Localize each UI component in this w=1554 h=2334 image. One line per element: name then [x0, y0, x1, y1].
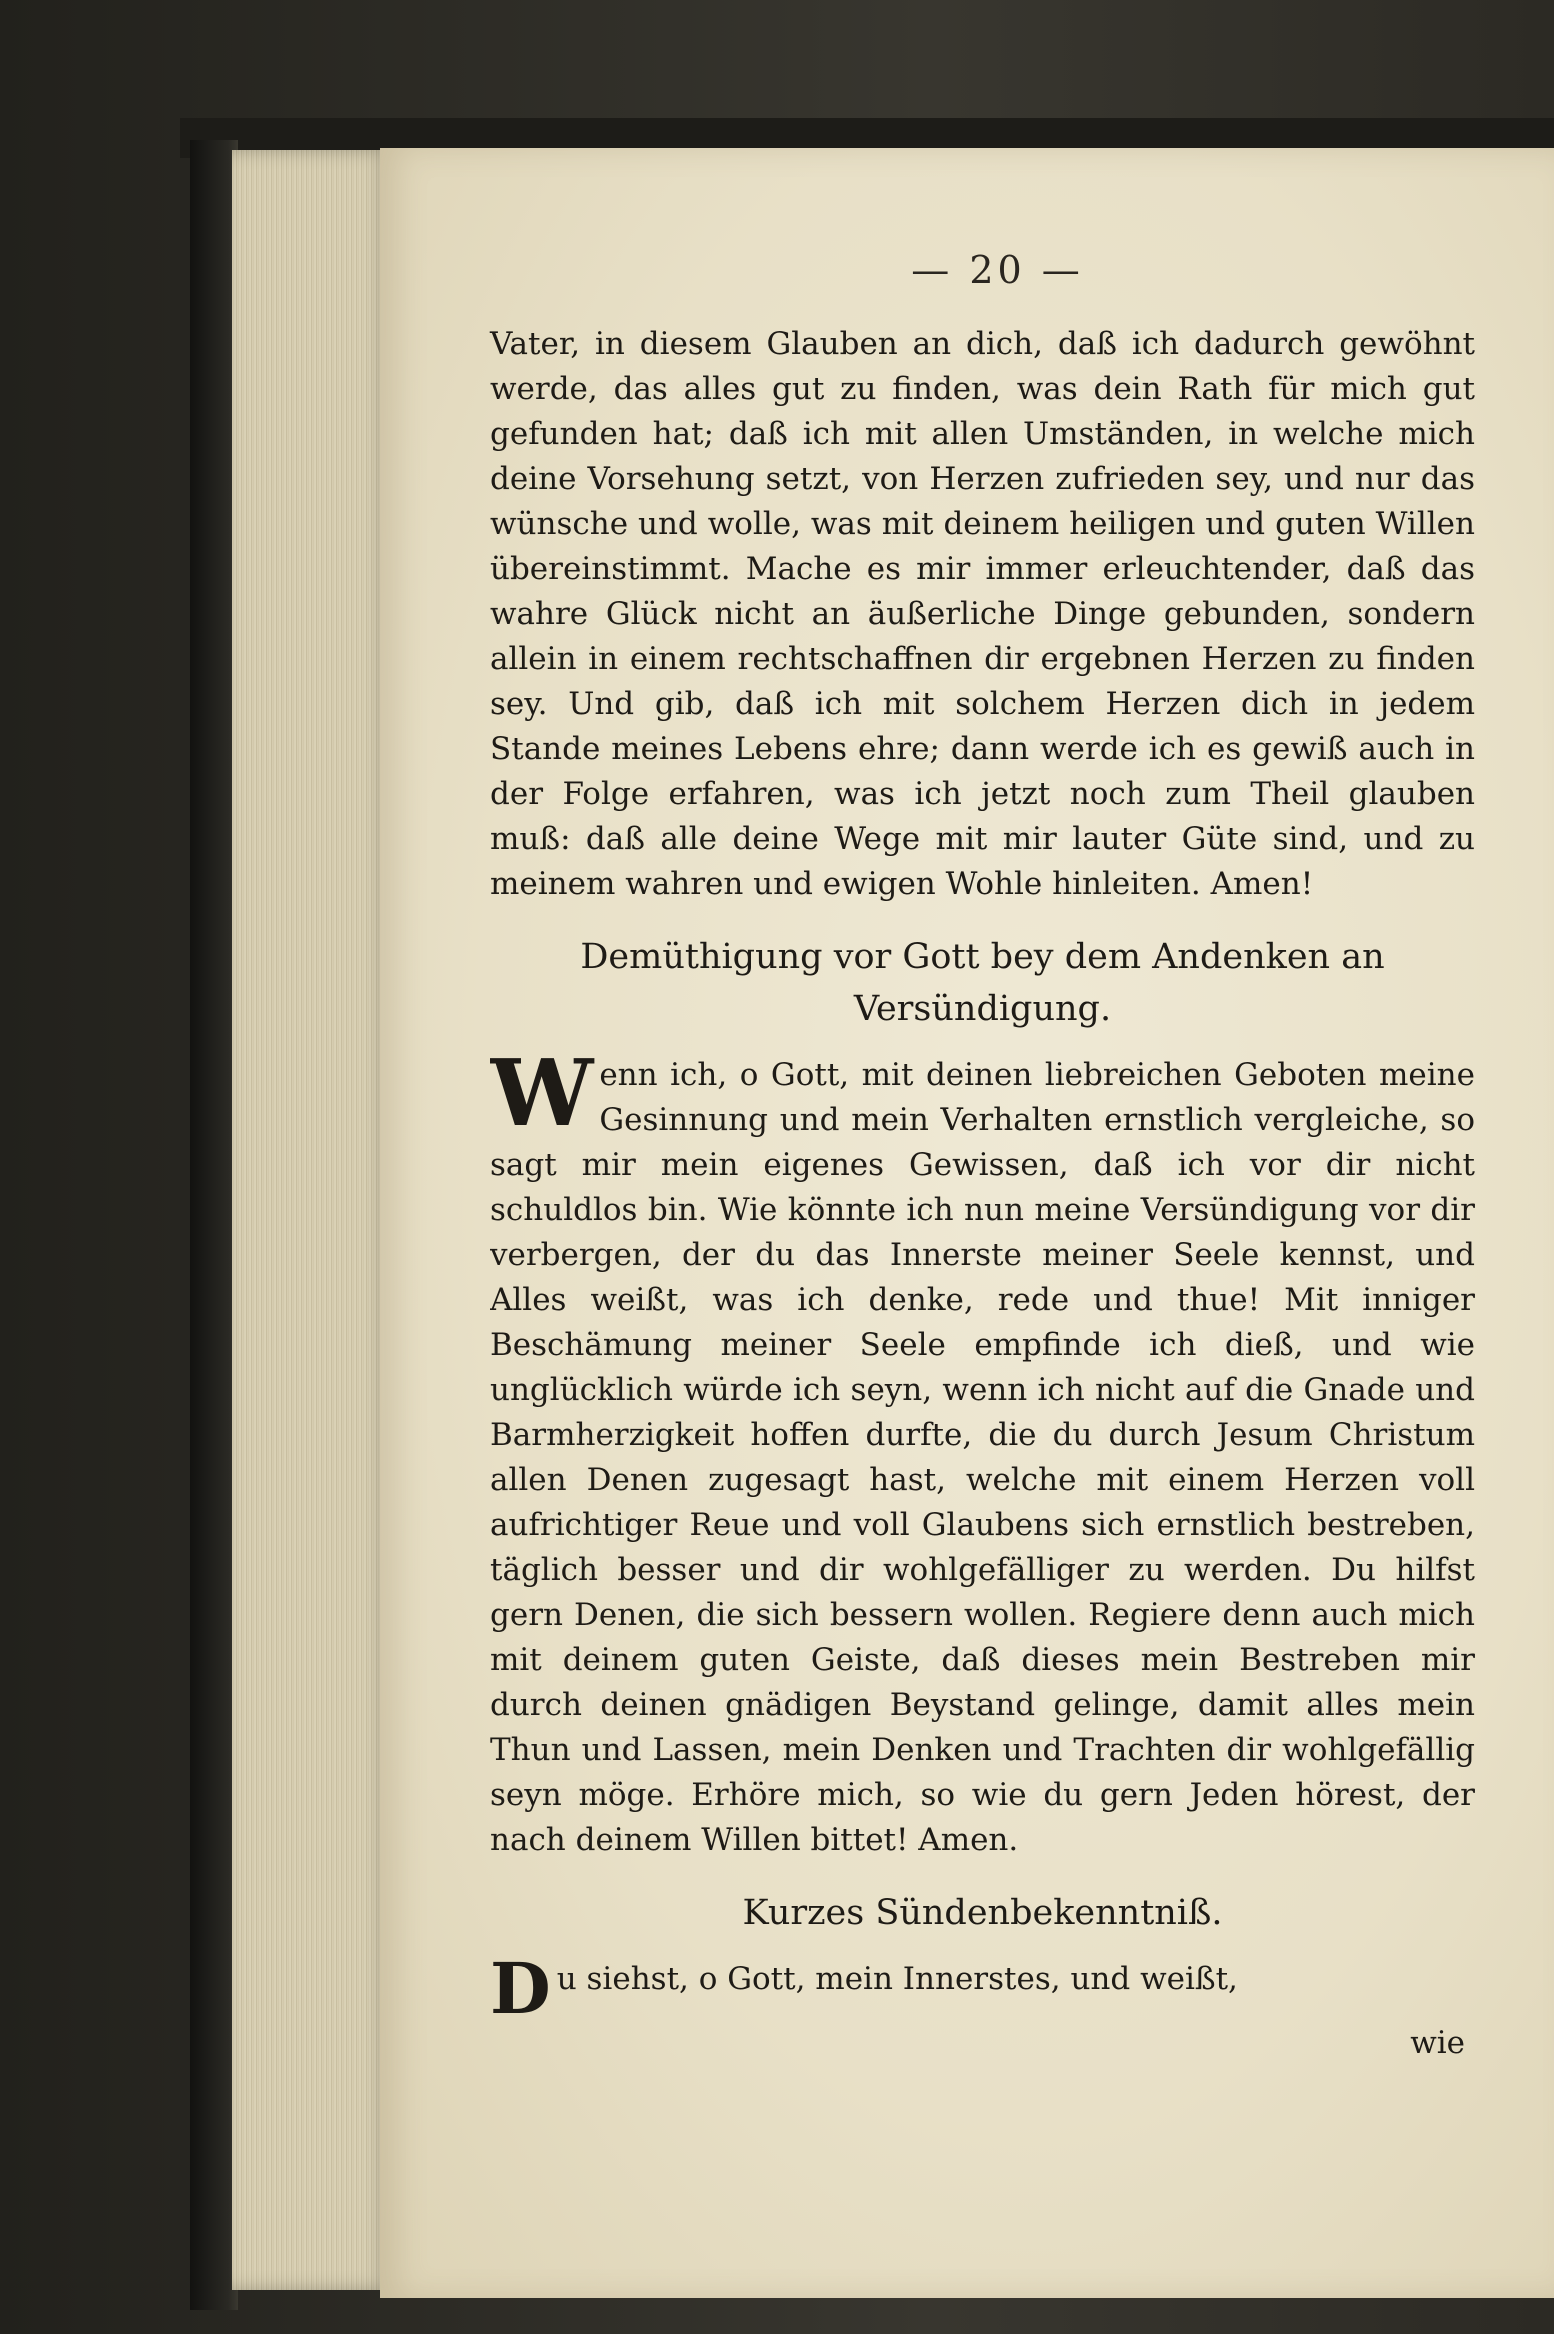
paragraph-confession: u siehst, o Gott, mein Innerstes, und weißt,: [556, 1961, 1238, 1997]
paragraph-prayer-end: Vater, in diesem Glauben an dich, daß ich dadurch gewöhnt werde, das alles gut zu finden, was dein Rath für mich gut gefunden hat; daß ich mit allen Umständen, in welche mich deine Vorsehung setzt, von Herzen zufrieden sey, und nur das wünsche und wolle, was mit deinem heiligen und guten Willen übereinstimmt. Mache es mir immer erleuchtender, daß das wahre Glück nicht an äußerliche Dinge gebunden, sondern allein in einem rechtschaffnen dir ergebnen Herzen zu finden sey. Und gib, daß ich mit solchem Herzen dich in jedem Stande meines Lebens ehre; dann werde ich es gewiß auch in der Folge erfahren, was ich jetzt noch zum Theil glauben muß: daß alle deine Wege mit mir lauter Güte sind, und zu meinem wahren und ewigen Wohle hinleiten. Amen!: [490, 326, 1475, 902]
section-confession: [490, 1957, 1475, 2021]
book-binding: [190, 140, 238, 2310]
paragraph-humility: enn ich, o Gott, mit deinen liebreichen Geboten meine Gesinnung und mein Verhalten ernstlich vergleiche, so sagt mir mein eigenes Gewissen, daß ich vor dir nicht schuldlos bin. Wie könnte ich nun meine Versündigung vor dir verbergen, der du das Innerste meiner Seele kennst, und Alles weißt, was ich denke, rede und thue! Mit inniger Beschämung meiner Seele empfinde ich dieß, und wie unglücklich würde ich seyn, wenn ich nicht auf die Gnade und Barmherzigkeit hoffen durfte, die du durch Jesum Christum allen Denen zugesagt hast, welche mit einem Herzen voll aufrichtiger Reue und voll Glaubens sich ernstlich bestreben, täglich besser und dir wohlgefälliger zu werden. Du hilfst gern Denen, die sich bessern wollen. Regiere denn auch mich mit deinem guten Geiste, daß dieses mein Bestreben mir durch deinen gnädigen Beystand gelinge, damit alles mein Thun und Lassen, mein Denken und Trachten dir wohlgefällig seyn möge. Erhöre mich, so wie du gern Jeden hörest, der nach deinem Willen bittet! Amen.: [490, 1057, 1475, 1858]
section-heading-humility: Demüthigung vor Gott bey dem Andenken an Versündigung.: [580, 937, 1385, 1029]
page-number: — 20 —: [911, 248, 1084, 292]
section-humility: [490, 1053, 1475, 1863]
drop-cap-w: W: [490, 1053, 594, 1147]
book-page: [380, 148, 1554, 2298]
section-heading-confession: Kurzes Sündenbekenntniß.: [742, 1893, 1223, 1933]
page-content: [490, 248, 1475, 2061]
catchword: wie: [1410, 2025, 1465, 2061]
drop-cap-d: D: [490, 1957, 551, 2021]
page-edges: [232, 150, 392, 2290]
